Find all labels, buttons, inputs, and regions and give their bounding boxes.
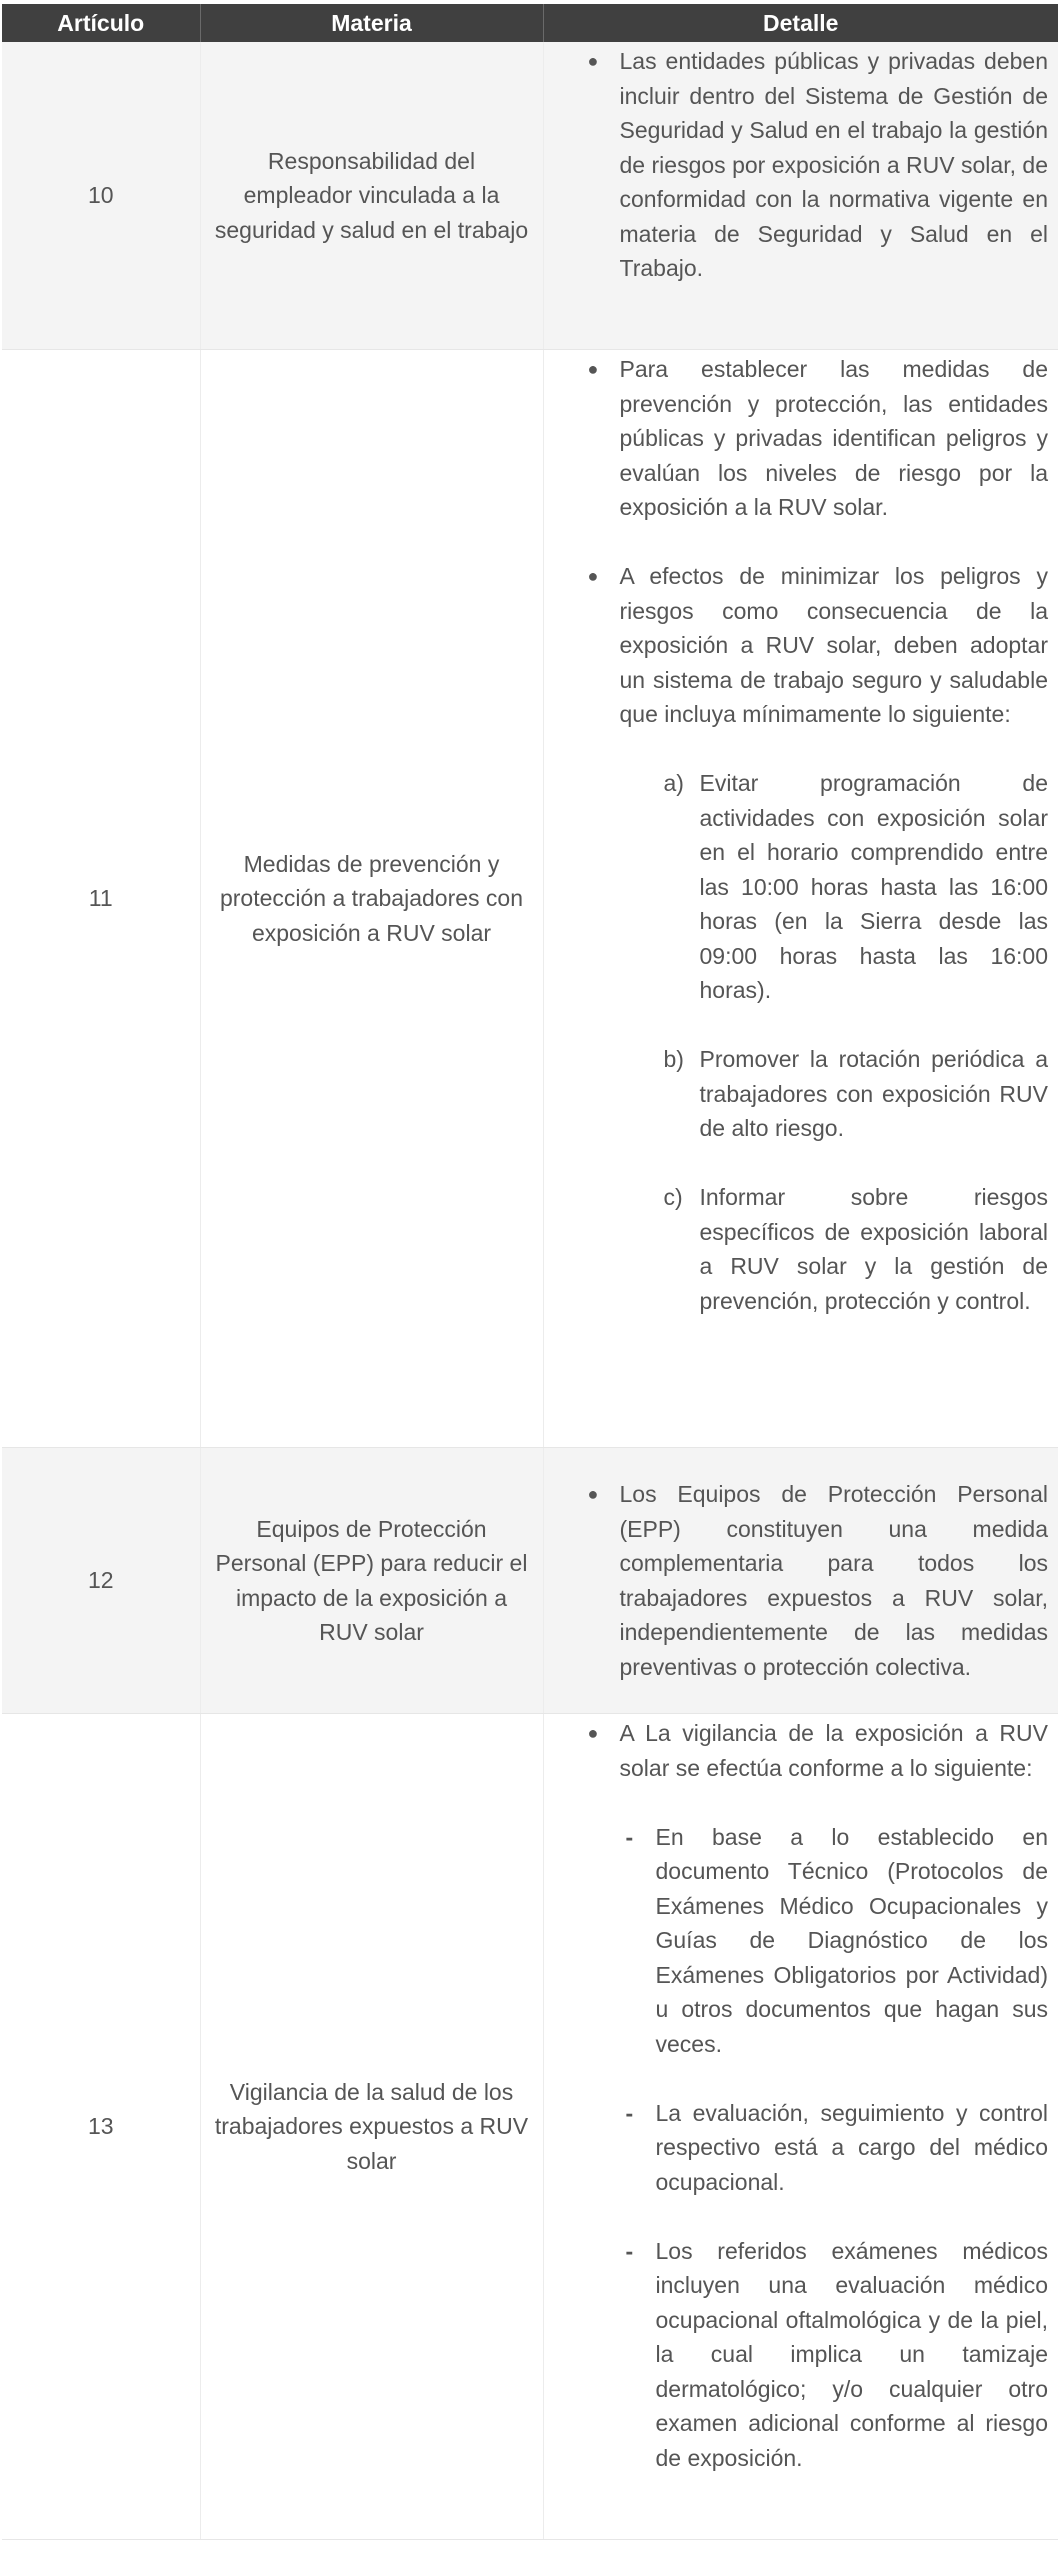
detalle-cell [543, 42, 1058, 350]
bullet-text: A La vigilancia de la exposición a RUV solar se efectúa conforme a lo siguiente: [619, 1720, 1048, 1781]
detalle-cell [543, 1714, 1058, 2540]
bullet-text: Los Equipos de Protección Personal (EPP) constituyen una medida complementaria para todos los trabajadores expuestos a RUV solar, independientemente de las medidas preventivas o protección colectiva. [619, 1481, 1048, 1680]
table-row [2, 1448, 1058, 1714]
materia-cell: Vigilancia de la salud de los trabajadores expuestos a RUV solar [200, 1714, 543, 2540]
bullet-marker: ● [587, 1723, 599, 1743]
table-header-row [2, 4, 1058, 42]
sub-item-b [544, 1042, 1049, 1146]
bullet-item [544, 352, 1049, 525]
sub-item-c [544, 1180, 1049, 1318]
bullet-marker: ● [587, 1484, 599, 1504]
materia-cell: Responsabilidad del empleador vinculada a la seguridad y salud en el trabajo [200, 42, 543, 350]
dash-marker: - [625, 2237, 634, 2264]
dash-text: Los referidos exámenes médicos incluyen una evaluación médico ocupacional oftalmológica y de la piel, la cual implica un tamizaje dermatológico; y/o cualquier otro examen adicional conforme al riesgo de exposición. [655, 2237, 1048, 2471]
materia-cell: Medidas de prevención y protección a trabajadores con exposición a RUV solar [200, 350, 543, 1448]
articulo-cell: 11 [2, 350, 200, 1448]
sub-marker: a) [663, 770, 684, 796]
articulo-cell: 10 [2, 42, 200, 350]
dash-marker: - [625, 1823, 634, 1850]
dash-text: La evaluación, seguimiento y control respectivo está a cargo del médico ocupacional. [655, 2099, 1048, 2195]
detalle-cell [543, 350, 1058, 1448]
header-articulo: Artículo [2, 4, 200, 42]
bullet-item [544, 44, 1049, 286]
bullet-text: Para establecer las medidas de prevención y protección, las entidades públicas y privadas identifican peligros y evalúan los niveles de riesgo por la exposición a la RUV solar. [619, 356, 1048, 520]
table-row [2, 350, 1058, 1448]
dash-marker: - [625, 2099, 634, 2126]
bullet-item [544, 1477, 1049, 1684]
header-detalle: Detalle [543, 4, 1058, 42]
bullet-item [544, 1716, 1049, 1785]
articulo-cell: 13 [2, 1714, 200, 2540]
bullet-text: A efectos de minimizar los peligros y riesgos como consecuencia de la exposición a RUV solar, deben adoptar un sistema de trabajo seguro y saludable que incluya mínimamente lo siguiente: [619, 563, 1048, 727]
dash-item [544, 2234, 1049, 2476]
materia-cell: Equipos de Protección Personal (EPP) para reducir el impacto de la exposición a RUV solar [200, 1448, 543, 1714]
sub-marker: c) [663, 1184, 683, 1210]
table-row [2, 1714, 1058, 2540]
sub-text: Evitar programación de actividades con exposición solar en el horario comprendido entre las 10:00 horas hasta las 16:00 horas (en la Sierra desde las 09:00 horas hasta las 16:00 horas). [699, 770, 1048, 1003]
header-materia: Materia [200, 4, 543, 42]
articulo-cell: 12 [2, 1448, 200, 1714]
sub-text: Promover la rotación periódica a trabajadores con exposición RUV de alto riesgo. [699, 1046, 1048, 1141]
regulation-table [2, 4, 1058, 2540]
bullet-item [544, 559, 1049, 732]
sub-marker: b) [663, 1046, 684, 1072]
dash-item [544, 1820, 1049, 2062]
bullet-text: Las entidades públicas y privadas deben incluir dentro del Sistema de Gestión de Seguridad y Salud en el trabajo la gestión de riesgos por exposición a RUV solar, de conformidad con la normativa vigente en materia de Seguridad y Salud en el Trabajo. [619, 48, 1048, 281]
table-row [2, 42, 1058, 350]
bullet-marker: ● [587, 51, 599, 71]
dash-text: En base a lo establecido en documento Técnico (Protocolos de Exámenes Médico Ocupacionales y Guías de Diagnóstico de los Exámenes Obligatorios por Actividad) u otros documentos que hagan sus veces. [655, 1823, 1048, 2057]
sub-item-a [544, 766, 1049, 1008]
bullet-marker: ● [587, 359, 599, 379]
detalle-cell [543, 1448, 1058, 1714]
sub-text: Informar sobre riesgos específicos de exposición laboral a RUV solar y la gestión de prevención, protección y control. [699, 1184, 1048, 1314]
dash-item [544, 2096, 1049, 2200]
bullet-marker: ● [587, 566, 599, 586]
